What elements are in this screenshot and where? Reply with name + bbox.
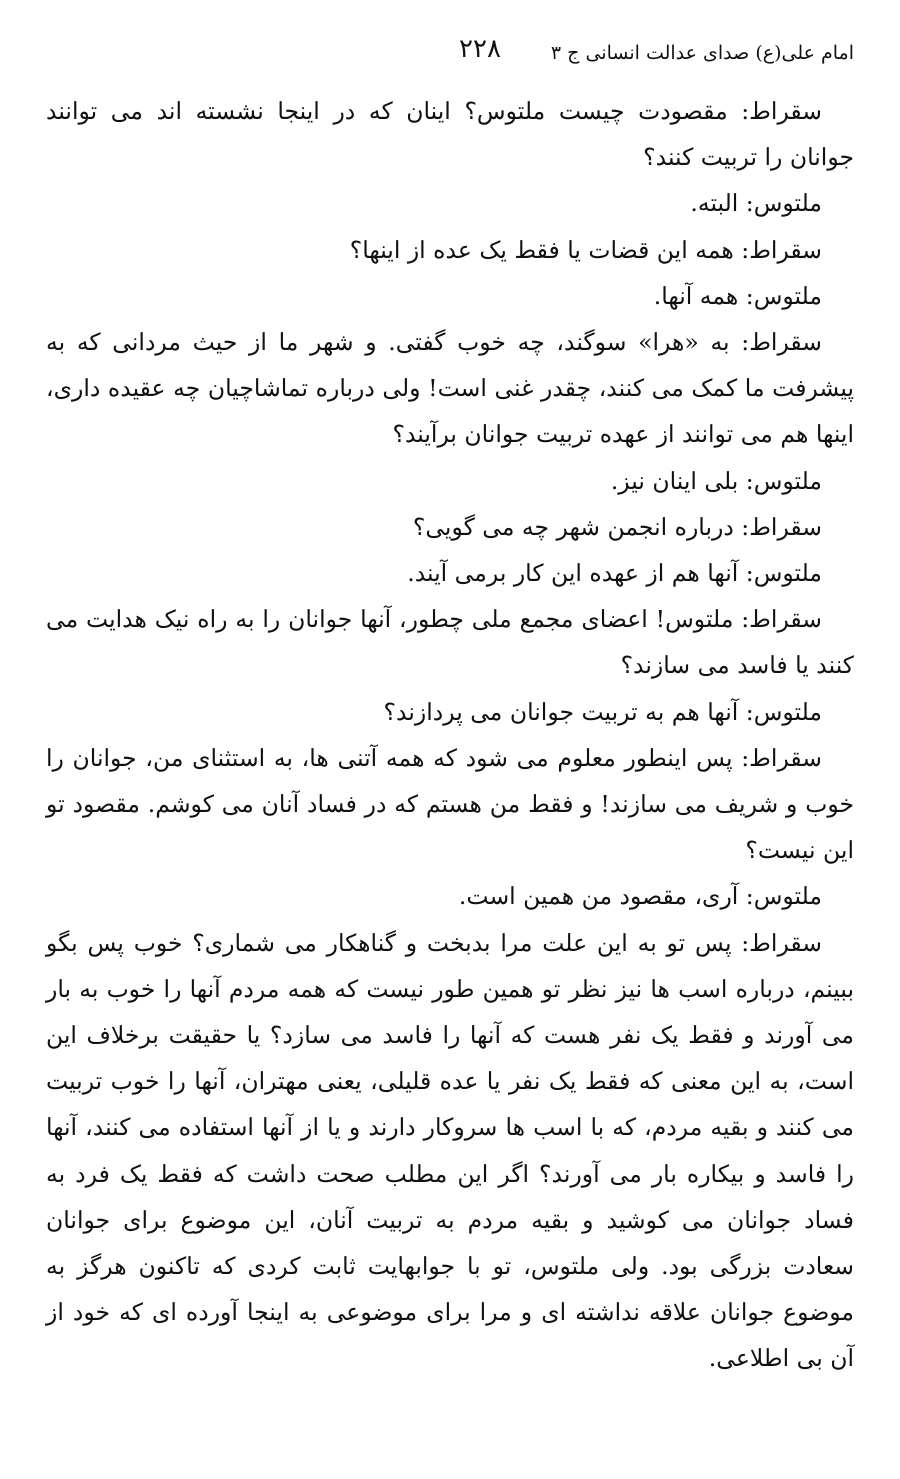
running-title: امام علی(ع) صدای عدالت انسانی ج ۳ [550,42,854,64]
dialogue-paragraph: سقراط: پس تو به این علت مرا بدبخت و گناهکار می شماری؟ خوب پس بگو ببینم، درباره اسب ها نیز نظر تو همین طور نیست که همه مردم آنها را خوب به بار می آورند و فقط یک نفر هست که آنها را فاسد می سازد؟ یا حقیقت برخلاف این است، به این معنی که فقط یک نفر یا عده قلیلی، یعنی مهتران، آنها را خوب تربیت می کنند و بقیه مردم، که با اسب ها سروکار دارند و یا از آنها استفاده می کنند، آنها را فاسد و بیکاره بار می آورند؟ اگر این مطلب صحت داشت که فقط یک فرد به فساد جوانان می کوشید و بقیه مردم به تربیت آنان، این موضوع برای جوانان سعادت بزرگی بود. ولی ملتوس، تو با جوابهایت ثابت کردی که تاکنون هرگز به موضوع جوانان علاقه نداشته ای و مرا برای موضوعی به اینجا آورده ای که خود از آن بی اطلاعی. [46,928,854,1373]
page-number: ۲۲۸ [459,34,501,64]
dialogue-paragraph: ملتوس: همه آنها. [653,281,822,310]
body-text [46,88,854,1382]
dialogue-paragraph: سقراط: همه این قضات یا فقط یک عده از اینها؟ [349,235,822,264]
dialogue-paragraph: سقراط: پس اینطور معلوم می شود که همه آتنی ها، به استثنای من، جوانان را خوب و شریف می سازند! و فقط من هستم که در فساد آنان می کوشم. مقصود تو این نیست؟ [46,743,854,865]
dialogue-paragraph: ملتوس: آری، مقصود من همین است. [458,882,822,911]
dialogue-paragraph: ملتوس: آنها هم از عهده این کار برمی آیند. [407,559,822,588]
dialogue-paragraph: سقراط: مقصودت چیست ملتوس؟ اینان که در اینجا نشسته اند می توانند جوانان را تربیت کنند؟ [46,97,854,172]
dialogue-paragraph: سقراط: ملتوس! اعضای مجمع ملی چطور، آنها جوانان را به راه نیک هدایت می کنند یا فاسد می سازند؟ [46,605,854,680]
dialogue-paragraph: سقراط: درباره انجمن شهر چه می گویی؟ [412,512,822,541]
dialogue-paragraph: ملتوس: البته. [690,189,822,218]
dialogue-paragraph: ملتوس: بلی اینان نیز. [610,466,822,495]
dialogue-paragraph: ملتوس: آنها هم به تربیت جوانان می پردازند؟ [383,697,822,726]
dialogue-paragraph: سقراط: به «هرا» سوگند، چه خوب گفتی. و شهر ما از حیث مردانی که به پیشرفت ما کمک می کنند، چقدر غنی است! ولی درباره تماشاچیان چه عقیده داری، اینها هم می توانند از عهده تربیت جوانان برآیند؟ [46,328,854,449]
page-header [46,34,854,74]
